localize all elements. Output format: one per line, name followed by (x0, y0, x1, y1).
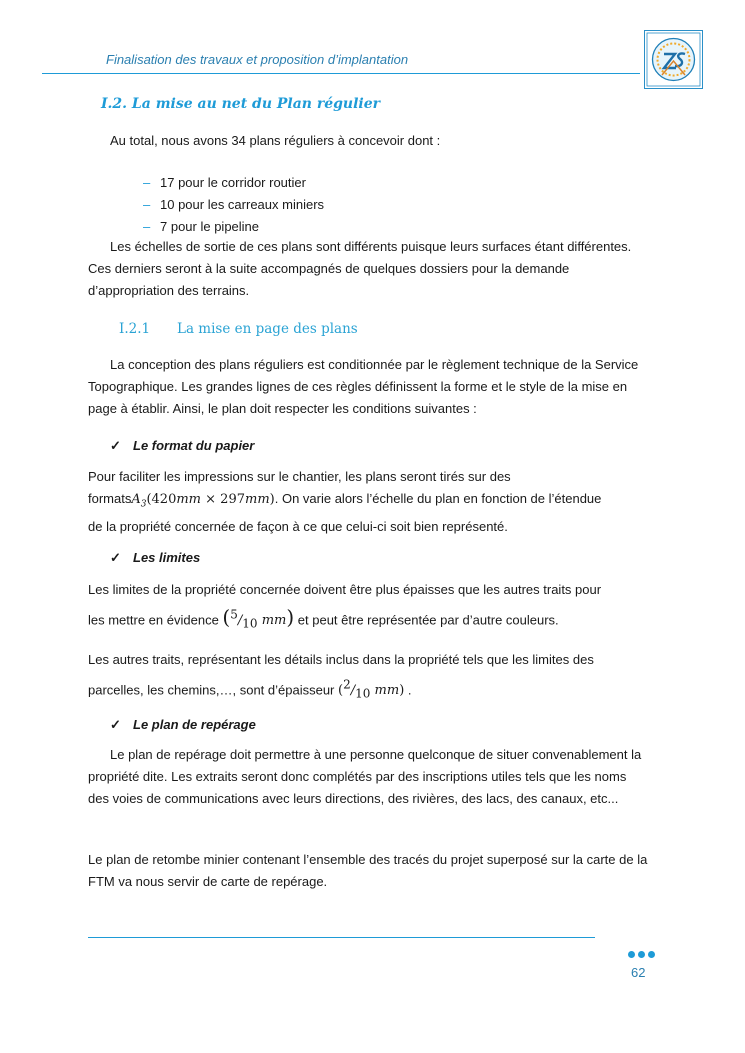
ellipsis-icon (628, 945, 658, 963)
limites-line-2: les mettre en évidence ($^5/_{10}$ mm) et peut être représentée par d’autre couleurs. (88, 605, 559, 631)
reperage-retombe-paragraph: Le plan de retombe minier contenant l’ensemble des tracés du projet superposé sur la carte de la FTM va nous servir de carte de repérage. (88, 852, 648, 889)
dash-icon: – (143, 175, 151, 190)
dash-icon: – (143, 197, 151, 212)
format-heading: ✓ Le format du papier (110, 438, 255, 453)
checkmark-icon: ✓ (110, 717, 121, 732)
section-title: I.2. La mise au net du Plan régulier (101, 96, 381, 112)
thickness-fraction-2-10: ($^2/_{10}$ mm) (338, 678, 405, 701)
subsection-heading (119, 321, 358, 337)
thickness-fraction-5-10: ($^5/_{10}$ mm) (222, 605, 295, 631)
school-logo-icon (644, 30, 703, 89)
limites-line-3: Les autres traits, représentant les détails inclus dans la propriété tels que les limites des (88, 652, 594, 667)
paper-format-formula: $A_3(420mm \times 297mm)$ (131, 492, 275, 510)
subsection-intro: La conception des plans réguliers est conditionnée par le règlement technique de la Service Topographique. Les grandes lignes de ces règles définissent la forme et le style de la mise en page à établir. Ainsi, le plan doit respecter les conditions suivantes : (88, 357, 639, 416)
limites-heading: ✓ Les limites (110, 550, 201, 565)
reperage-heading: ✓ Le plan de repérage (110, 717, 256, 732)
header-rule (42, 73, 640, 74)
footer-rule (88, 937, 595, 938)
running-header-title: Finalisation des travaux et proposition d’implantation (106, 52, 409, 67)
list-item: – 10 pour les carreaux miniers (143, 194, 324, 216)
reperage-paragraph: Le plan de repérage doit permettre à une personne quelconque de situer convenablement la propriété dite. Les extraits seront donc complétés par des inscriptions utiles tels que les noms des voies de communications avec leurs directions, des rivières, des lacs, des canaux, etc... (88, 747, 642, 806)
paragraph-scales: Les échelles de sortie de ces plans sont différents puisque leurs surfaces étant différentes. Ces derniers seront à la suite accompagnés de quelques dossiers pour la demande d’appropriation des terrains. (88, 239, 632, 298)
list-item: – 7 pour le pipeline (143, 216, 259, 238)
dash-icon: – (143, 219, 151, 234)
checkmark-icon: ✓ (110, 550, 121, 565)
limites-line-4: parcelles, les chemins,…, sont d’épaisseur ($^2/_{10}$ mm) . (88, 678, 412, 701)
list-item: – 17 pour le corridor routier (143, 172, 306, 194)
page-number: 62 (631, 965, 646, 980)
format-paragraph: Pour faciliter les impressions sur le chantier, les plans seront tirés sur des formatsA$_3$(420mm × 297mm). On varie alors l’échelle du plan en fonction de l’étendue de la propriété concernée de façon à ce que celui-ci soit bien représenté. (88, 469, 602, 534)
section-intro: Au total, nous avons 34 plans réguliers à concevoir dont : (110, 133, 441, 148)
subsection-number: I.2.1 (119, 321, 151, 337)
checkmark-icon: ✓ (110, 438, 121, 453)
subsection-title: La mise en page des plans (177, 321, 358, 337)
limites-line-1: Les limites de la propriété concernée doivent être plus épaisses que les autres traits pour (88, 582, 602, 597)
